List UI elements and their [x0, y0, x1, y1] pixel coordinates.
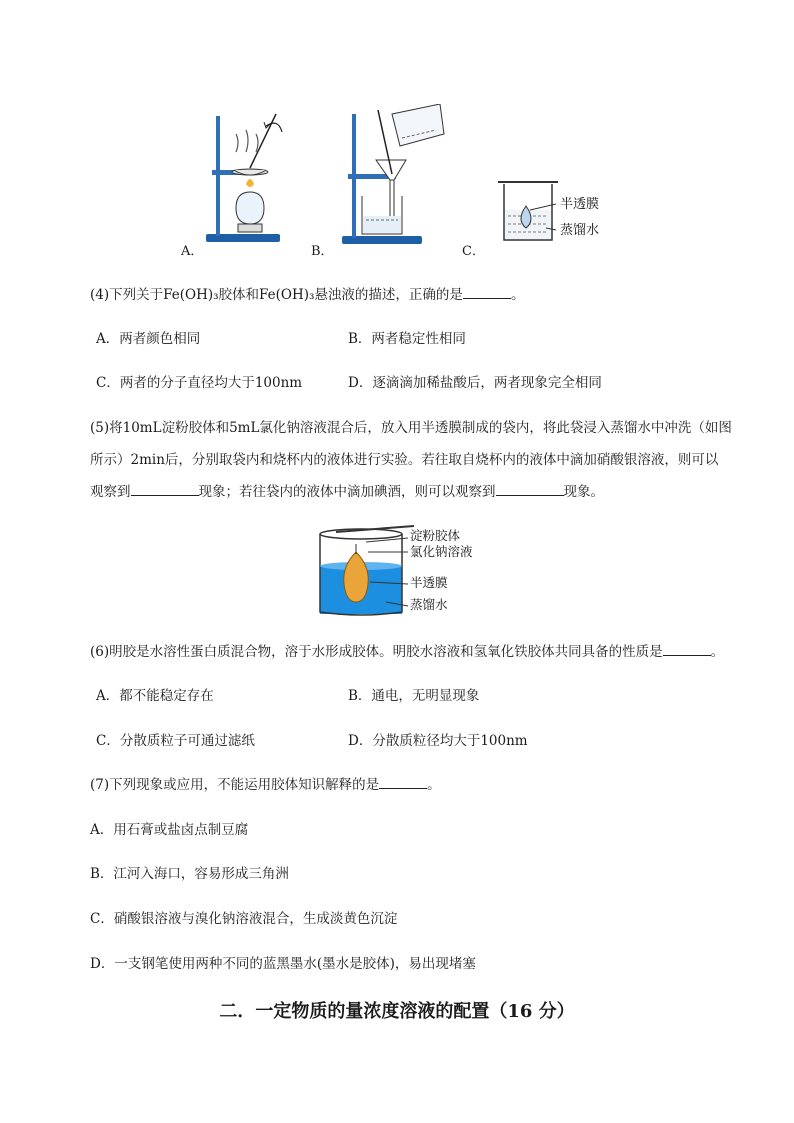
q7-option-b: B．江河入海口，容易形成三角洲 [90, 866, 289, 882]
q4-answer-blank[interactable] [463, 284, 511, 299]
dialysis-small-image [494, 180, 618, 246]
q6-option-d: D．分散质粒径均大于100nm [348, 733, 528, 749]
section-2-heading: 二．一定物质的量浓度溶液的配置（16 分） [219, 1001, 575, 1022]
figure-label-b: B． [311, 244, 334, 259]
q7-end: 。 [427, 777, 441, 793]
q4-prompt-line [90, 283, 524, 303]
q5-answer-blank-2[interactable] [496, 481, 564, 496]
nacl-label: 氯化钠溶液 [410, 544, 473, 559]
q7-option-d: D．一支钢笔使用两种不同的蓝黑墨水(墨水是胶体)，易出现堵塞 [90, 956, 476, 972]
q5-line-3 [90, 480, 604, 500]
q5-line-1: (5)将10mL淀粉胶体和5mL氯化钠溶液混合后，放入用半透膜制成的袋内，将此袋浸入蒸馏水中冲洗（如图 [90, 420, 732, 436]
dialysis-figure-image [316, 522, 486, 618]
q4-end: 。 [510, 287, 525, 303]
q6-option-c: C．分散质粒子可通过滤纸 [96, 733, 255, 749]
q5-answer-blank-1[interactable] [131, 481, 199, 496]
q4-option-a: A．两者颜色相同 [96, 331, 201, 347]
q6-option-a: A．都不能稳定存在 [96, 688, 214, 704]
c-membrane-label: 半透膜 [560, 197, 600, 212]
water-label: 蒸馏水 [410, 597, 448, 612]
q7-answer-blank[interactable] [379, 774, 427, 789]
q4-option-d: D．逐滴滴加稀盐酸后，两者现象完全相同 [348, 375, 602, 391]
q5-line3-b: 现象；若往袋内的液体中滴加碘酒，则可以观察到 [198, 484, 496, 500]
starch-label: 淀粉胶体 [410, 528, 461, 543]
q5-line3-c: 现象。 [563, 484, 604, 500]
figure-label-c: C． [462, 244, 485, 259]
q4-prompt: (4)下列关于Fe(OH)₃胶体和Fe(OH)₃悬浊液的描述，正确的是 [90, 287, 463, 303]
q7-prompt: (7)下列现象或应用，不能运用胶体知识解释的是 [90, 777, 380, 793]
q5-line3-a: 观察到 [90, 484, 131, 500]
q6-end: 。 [710, 644, 725, 660]
membrane-label: 半透膜 [410, 575, 448, 590]
q6-prompt-line [90, 640, 724, 660]
q6-option-b: B．通电，无明显现象 [348, 688, 480, 704]
figure-label-a: A． [181, 244, 204, 259]
filtration-apparatus-image [336, 104, 448, 246]
q6-prompt: (6)明胶是水溶性蛋白质混合物，溶于水形成胶体。明胶水溶液和氢氧化铁胶体共同具备的性质是 [90, 644, 663, 660]
q4-option-b: B．两者稳定性相同 [348, 331, 466, 347]
q5-line-2: 所示）2min后，分别取袋内和烧杯内的液体进行实验。若往取自烧杯内的液体中滴加硝酸银溶液，则可以 [90, 452, 719, 468]
q7-option-c: C．硝酸银溶液与溴化钠溶液混合，生成淡黄色沉淀 [90, 911, 398, 927]
q7-option-a: A．用石膏或盐卤点制豆腐 [90, 822, 249, 838]
c-water-label: 蒸馏水 [560, 223, 600, 238]
q6-answer-blank[interactable] [663, 641, 711, 656]
evaporation-apparatus-image [200, 112, 286, 244]
q7-prompt-line [90, 773, 441, 793]
q4-option-c: C．两者的分子直径均大于100nm [96, 375, 303, 391]
